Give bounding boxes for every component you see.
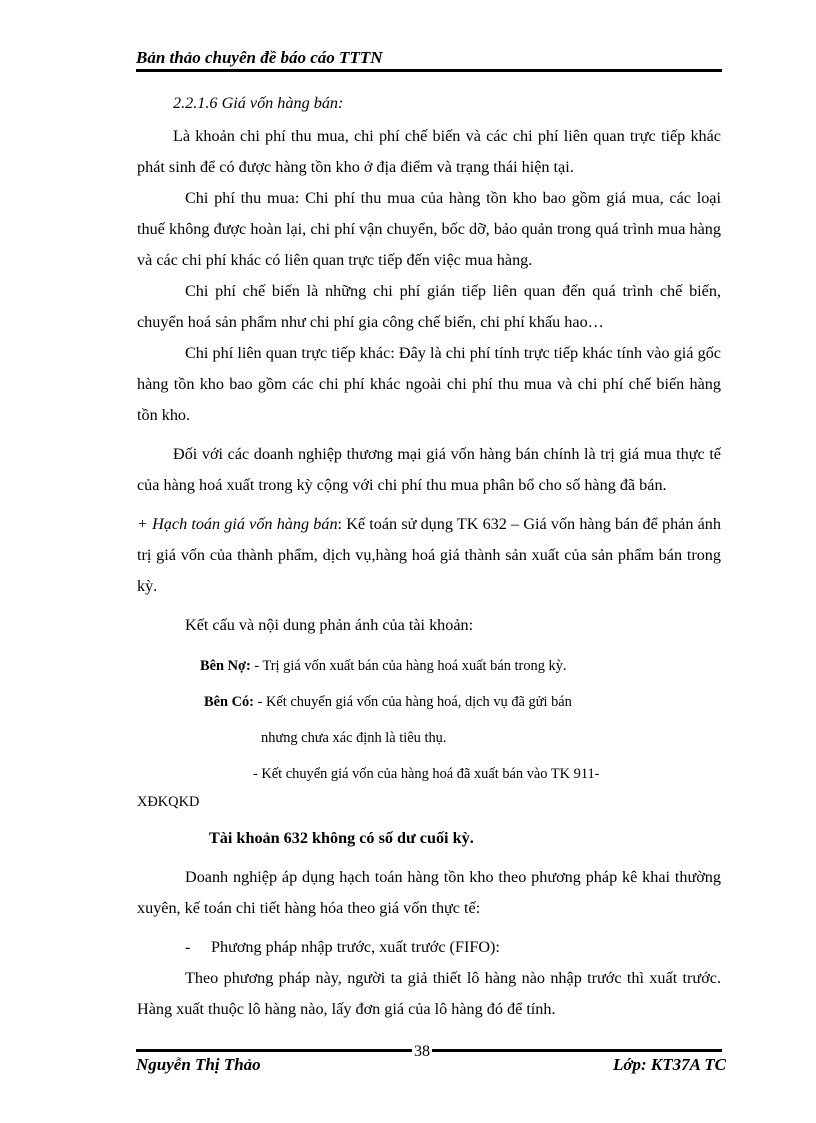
credit-text-1: - Kết chuyển giá vốn của hàng hoá, dịch vụ đã gửi bán xyxy=(253,694,572,710)
paragraph-cogs-accounting xyxy=(137,509,721,602)
fifo-label: Phương pháp nhập trước, xuất trước (FIFO): xyxy=(211,938,500,956)
debit-text: - Trị giá vốn xuất bán của hàng hoá xuất bán trong kỳ. xyxy=(250,658,567,674)
paragraph-fifo-explanation: Theo phương pháp này, người ta giả thiết lô hàng nào nhập trước thì xuất trước. Hàng xuất thuộc lô hàng nào, lấy đơn giá của lô hàng đó để tính. xyxy=(137,969,721,1018)
paragraph-inventory-method: Doanh nghiệp áp dụng hạch toán hàng tồn kho theo phương pháp kê khai thường xuyên, kế toán chi tiết hàng hóa theo giá vốn thực tế: xyxy=(137,868,721,917)
debit-label: Bên Nợ: xyxy=(200,658,251,674)
paragraph-trading-companies: Đối với các doanh nghiệp thương mại giá vốn hàng bán chính là trị giá mua thực tế của hàng hoá xuất trong kỳ cộng với chi phí thu mua phân bổ cho số hàng đã bán. xyxy=(137,445,721,494)
paragraph-other-cost: Chi phí liên quan trực tiếp khác: Đây là chi phí tính trực tiếp khác tính vào giá gốc hàng tồn kho bao gồm các chi phí khác ngoài chi phí thu mua và chi phí chế biến hàng tồn kho. xyxy=(137,344,721,424)
document-body xyxy=(137,88,721,1025)
cogs-accounting-lead: + Hạch toán giá vốn hàng bán xyxy=(137,515,338,533)
credit-label: Bên Có: xyxy=(204,694,254,710)
credit-text-3: - Kết chuyển giá vốn của hàng hoá đã xuất bán vào TK 911- xyxy=(253,766,600,782)
paragraph-purchase-cost: Chi phí thu mua: Chi phí thu mua của hàng tồn kho bao gồm giá mua, các loại thuế không được hoàn lại, chi phí vận chuyển, bốc dỡ, bảo quản trong quá trình mua hàng và các chi phí khác có liên quan trực tiếp đến việc mua hàng. xyxy=(137,189,721,269)
credit-entry xyxy=(137,687,721,717)
section-heading: 2.2.1.6 Giá vốn hàng bán: xyxy=(173,94,344,112)
paragraph-account-structure: Kết cấu và nội dung phản ánh của tài khoản: xyxy=(185,616,474,634)
page-number: 38 xyxy=(414,1043,430,1060)
credit-text-2: nhưng chưa xác định là tiêu thụ. xyxy=(261,730,447,746)
balance-note: Tài khoản 632 không có số dư cuối kỳ. xyxy=(209,829,474,847)
header-rule xyxy=(136,69,722,72)
footer-class: Lớp: KT37A TC xyxy=(612,1055,726,1074)
fifo-list-item xyxy=(137,932,721,963)
paragraph-definition: Là khoản chi phí thu mua, chi phí chế biến và các chi phí liên quan trực tiếp khác phát sinh để có được hàng tồn kho ở địa điểm và trạng thái hiện tại. xyxy=(137,127,721,176)
credit-text-4: XĐKQKD xyxy=(137,794,200,810)
header-title: Bản thảo chuyên đề báo cáo TTTN xyxy=(136,48,383,67)
paragraph-processing-cost: Chi phí chế biến là những chi phí gián tiếp liên quan đến quá trình chế biến, chuyển hoá sản phẩm như chi phí gia công chế biến, chi phí khấu hao… xyxy=(137,282,721,331)
debit-entry xyxy=(137,651,721,681)
footer-author: Nguyễn Thị Thảo xyxy=(136,1055,261,1074)
cogs-accounting-text: : Kế toán sử dụng TK 632 – Giá vốn hàng bán để phản ánh trị giá vốn của thành phẩm, dịch vụ,hàng hoá giá thành sản xuất của sản phẩm bán trong kỳ. xyxy=(137,515,721,595)
dash-bullet: - xyxy=(185,938,191,956)
